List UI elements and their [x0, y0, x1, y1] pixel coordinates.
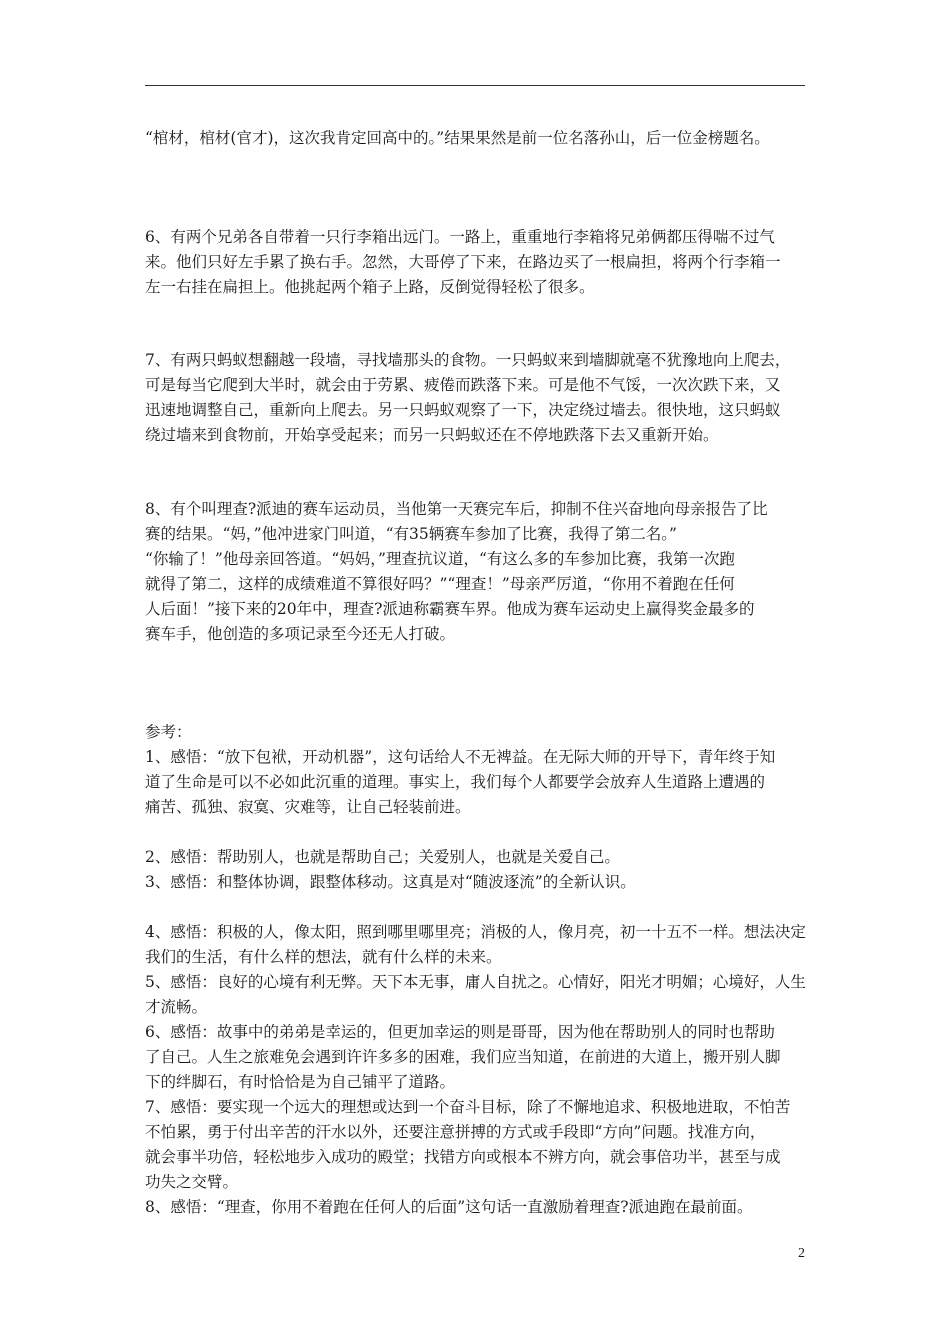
text-line: 迅速地调整自己，重新向上爬去。另一只蚂蚁观察了一下，决定绕过墙去。很快地，这只蚂蚁: [145, 401, 781, 419]
header-rule: [145, 85, 805, 86]
text-line: 6、有两个兄弟各自带着一只行李箱出远门。一路上，重重地行李箱将兄弟俩都压得喘不过气: [145, 228, 775, 246]
text-line: 赛车手，他创造的多项记录至今还无人打破。: [145, 625, 456, 643]
story-7-paragraph: [145, 348, 809, 448]
text-line: 8、有个叫理查?派迪的赛车运动员，当他第一天赛完车后，抑制不住兴奋地向母亲报告了比: [145, 500, 768, 518]
text-line: 1、感悟：“放下包袱，开动机器”，这句话给人不无裨益。在无际大师的开导下，青年终于知: [145, 748, 776, 766]
text-line: 7、感悟：要实现一个远大的理想或达到一个奋斗目标，除了不懈地追求、积极地进取，不怕苦: [145, 1098, 791, 1116]
text-line: 6、感悟：故事中的弟弟是幸运的，但更加幸运的则是哥哥，因为他在帮助别人的同时也帮助: [145, 1023, 775, 1041]
text-line: 不怕累，勇于付出辛苦的汗水以外，还要注意拼搏的方式或手段即“方向”问题。找准方向，: [145, 1123, 766, 1141]
text-line: 才流畅。: [145, 998, 208, 1016]
text-line: 我们的生活，有什么样的想法，就有什么样的未来。: [145, 948, 502, 966]
text-line: 了自己。人生之旅难免会遇到许许多多的困难，我们应当知道，在前进的大道上，搬开别人脚: [145, 1048, 781, 1066]
text-line: 就会事半功倍，轻松地步入成功的殿堂；找错方向或根本不辨方向，就会事倍功半，甚至与成: [145, 1148, 781, 1166]
text-line: 下的绊脚石，有时恰恰是为自己铺平了道路。: [145, 1073, 456, 1091]
text-line: 痛苦、孤独、寂寞、灾难等，让自己轻装前进。: [145, 798, 471, 816]
text-line: 可是每当它爬到大半时，就会由于劳累、疲倦而跌落下来。可是他不气馁，一次次跌下来，又: [145, 376, 781, 394]
text-line: 人后面！”接下来的20年中，理查?派迪称霸赛车界。他成为赛车运动史上赢得奖金最多的: [145, 600, 755, 618]
text-line: 2、感悟：帮助别人，也就是帮助自己；关爱别人，也就是关爱自己。: [145, 848, 620, 866]
text-line: 5、感悟：良好的心境有利无弊。天下本无事，庸人自扰之。心情好，阳光才明媚；心境好，人生: [145, 973, 806, 991]
reference-heading: 参考：: [145, 723, 192, 741]
text-line: 左一右挂在扁担上。他挑起两个箱子上路，反倒觉得轻松了很多。: [145, 278, 595, 296]
text-line: “棺材，棺材(官才)，这次我肯定回高中的。”结果果然是前一位名落孙山，后一位金榜题名。: [145, 129, 770, 147]
text-line: 4、感悟：积极的人，像太阳，照到哪里哪里亮；消极的人，像月亮，初一十五不一样。想法决定: [145, 923, 806, 941]
reference-group-2: [145, 845, 809, 895]
page-number: 2: [798, 1246, 805, 1261]
text-line: 赛的结果。“妈，”他冲进家门叫道，“有35辆赛车参加了比赛，我得了第二名。”: [145, 525, 677, 543]
story-8-paragraph: [145, 497, 809, 647]
text-line: 就得了第二，这样的成绩难道不算很好吗？”“理查！”母亲严厉道，“你用不着跑在任何: [145, 575, 735, 593]
text-line: 绕过墙来到食物前，开始享受起来；而另一只蚂蚁还在不停地跌落下去又重新开始。: [145, 426, 719, 444]
text-line: 来。他们只好左手累了换右手。忽然，大哥停了下来，在路边买了一根扁担，将两个行李箱一: [145, 253, 781, 271]
text-line: 道了生命是可以不必如此沉重的道理。事实上，我们每个人都要学会放弃人生道路上遭遇的: [145, 773, 766, 791]
story-6-paragraph: [145, 225, 809, 300]
text-line: 8、感悟：“理查，你用不着跑在任何人的后面”这句话一直激励着理查?派迪跑在最前面。: [145, 1198, 753, 1216]
text-line: 3、感悟：和整体协调，跟整体移动。这真是对“随波逐流”的全新认识。: [145, 873, 636, 891]
text-line: 7、有两只蚂蚁想翻越一段墙，寻找墙那头的食物。一只蚂蚁来到墙脚就毫不犹豫地向上爬去，: [145, 351, 791, 369]
reference-group-3: [145, 920, 809, 1220]
text-line: 功失之交臂。: [145, 1173, 239, 1191]
reference-section: [145, 720, 809, 820]
text-line: “你输了！”他母亲回答道。“妈妈，”理查抗议道，“有这么多的车参加比赛，我第一次跑: [145, 550, 735, 568]
continuation-paragraph: [145, 126, 809, 151]
